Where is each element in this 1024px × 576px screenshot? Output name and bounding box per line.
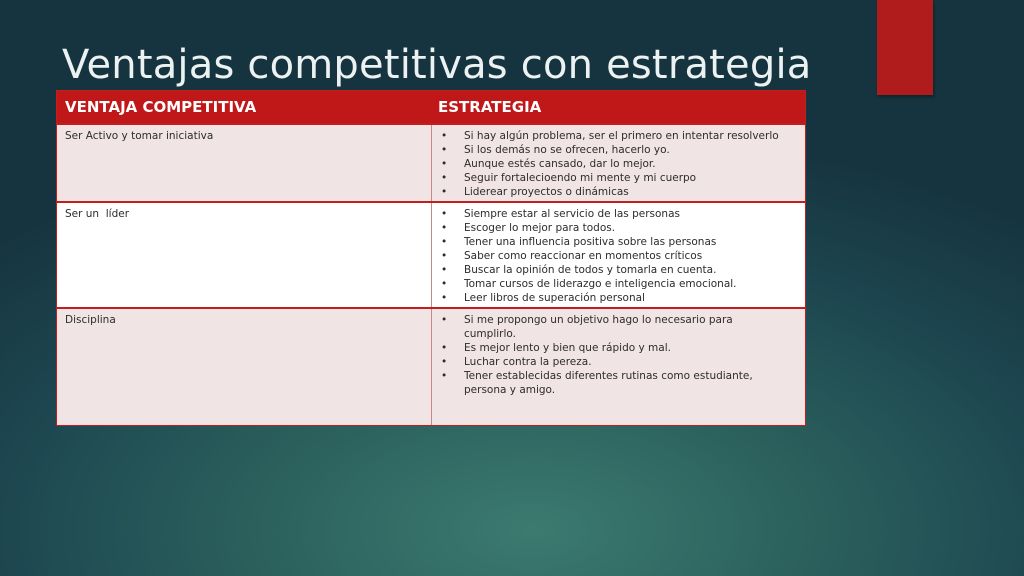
strategy-item: • Siempre estar al servicio de las personas [438, 207, 805, 221]
strategy-item: • Tener establecidas diferentes rutinas como estudiante, persona y amigo. [438, 369, 784, 397]
strategy-item: • Leer libros de superación personal [438, 291, 805, 305]
strategy-table [56, 90, 806, 426]
estrategia-cell [431, 203, 805, 307]
strategy-item: • Seguir fortalecioendo mi mente y mi cuerpo [438, 171, 805, 185]
strategy-item: • Tomar cursos de liderazgo e inteligencia emocional. [438, 277, 805, 291]
strategy-item: • Si me propongo un objetivo hago lo necesario para cumplirlo. [438, 313, 784, 341]
strategy-list [438, 309, 805, 397]
estrategia-cell [431, 309, 805, 425]
table-row [57, 307, 805, 425]
strategy-item: • Si los demás no se ofrecen, hacerlo yo. [438, 143, 805, 157]
column-header-ventaja: VENTAJA COMPETITIVA [65, 98, 257, 116]
strategy-list [438, 125, 805, 199]
table-header-row [57, 91, 805, 123]
column-header-estrategia: ESTRATEGIA [431, 91, 805, 123]
strategy-list [438, 203, 805, 305]
strategy-item: • Buscar la opinión de todos y tomarla en cuenta. [438, 263, 805, 277]
strategy-item: • Es mejor lento y bien que rápido y mal. [438, 341, 784, 355]
strategy-item: • Tener una influencia positiva sobre las personas [438, 235, 805, 249]
ventaja-cell: Ser Activo y tomar iniciativa [65, 130, 214, 142]
strategy-item: • Liderear proyectos o dinámicas [438, 185, 805, 199]
table-row [57, 123, 805, 201]
ventaja-cell: Disciplina [65, 314, 116, 326]
ventaja-cell: Ser un líder [65, 208, 130, 220]
accent-block [877, 0, 933, 95]
table-row [57, 201, 805, 307]
slide-title: Ventajas competitivas con estrategia [62, 42, 812, 88]
strategy-item: • Escoger lo mejor para todos. [438, 221, 805, 235]
strategy-item: • Luchar contra la pereza. [438, 355, 784, 369]
strategy-item: • Saber como reaccionar en momentos críticos [438, 249, 805, 263]
strategy-item: • Si hay algún problema, ser el primero en intentar resolverlo [438, 129, 805, 143]
estrategia-cell [431, 125, 805, 201]
strategy-item: • Aunque estés cansado, dar lo mejor. [438, 157, 805, 171]
